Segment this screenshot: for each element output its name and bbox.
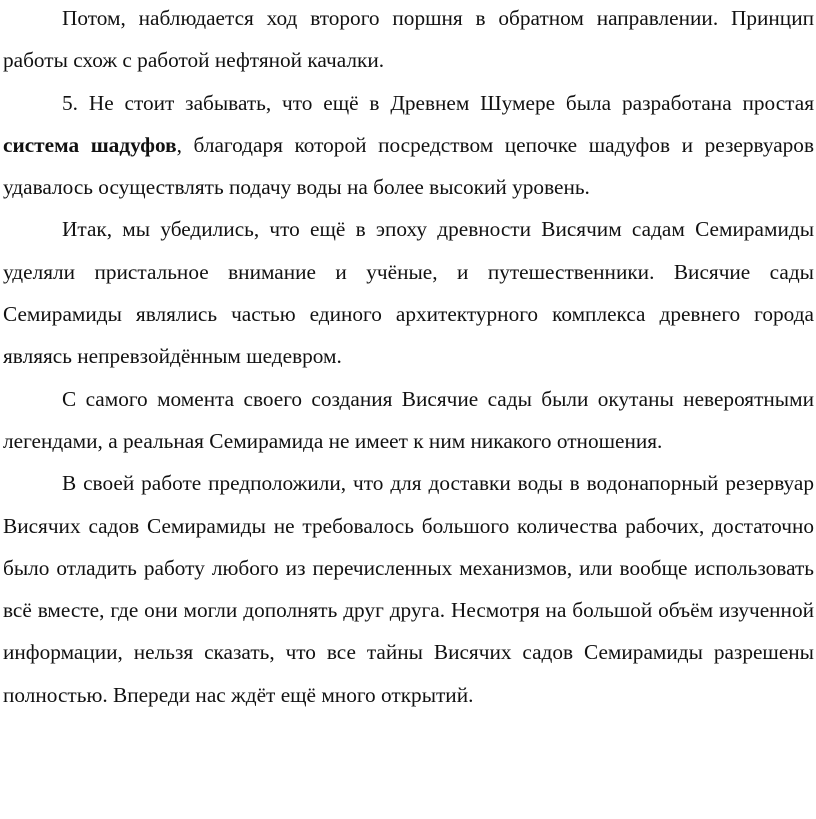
paragraph-shaduf-text-before: 5. Не стоит забывать, что ещё в Древнем Шумере была разработана простая bbox=[62, 90, 814, 115]
paragraph-shaduf bbox=[3, 82, 814, 209]
paragraph-shaduf-text-after: , благодаря которой посредством цепочке шадуфов и резервуаров удавалось осуществлять подачу воды на более высокий уровень. bbox=[3, 132, 815, 200]
paragraph-legends: С самого момента своего создания Висячие сады были окутаны невероятными легендами, а реальная Семирамида не имеет к ним никакого отношения. bbox=[3, 386, 814, 453]
paragraph-shaduf-bold-term: система шадуфов bbox=[3, 132, 177, 157]
paragraph-ancient-attention: Итак, мы убедились, что ещё в эпоху древности Висячим садам Семирамиды уделяли пристальное внимание и учёные, и путешественники. Висячие сады Семирамиды являлись частью единого архитектурного комплекса древнего города являясь непревзойдённым шедевром. bbox=[3, 217, 814, 369]
paragraph-conclusion: В своей работе предположили, что для доставки воды в водонапорный резервуар Висячих садов Семирамиды не требовалось большого количества рабочих, достаточно было отладить работу любого из перечисленных механизмов, или вообще использовать всё вместе, где они могли дополнять друг друга. Несмотря на большой объём изученной информации, нельзя сказать, что все тайны Висячих садов Семирамиды разрешены полностью. Впереди нас ждёт ещё много открытий. bbox=[3, 471, 814, 707]
paragraph-piston: Потом, наблюдается ход второго поршня в обратном направлении. Принцип работы схож с работой нефтяной качалки. bbox=[3, 6, 814, 73]
